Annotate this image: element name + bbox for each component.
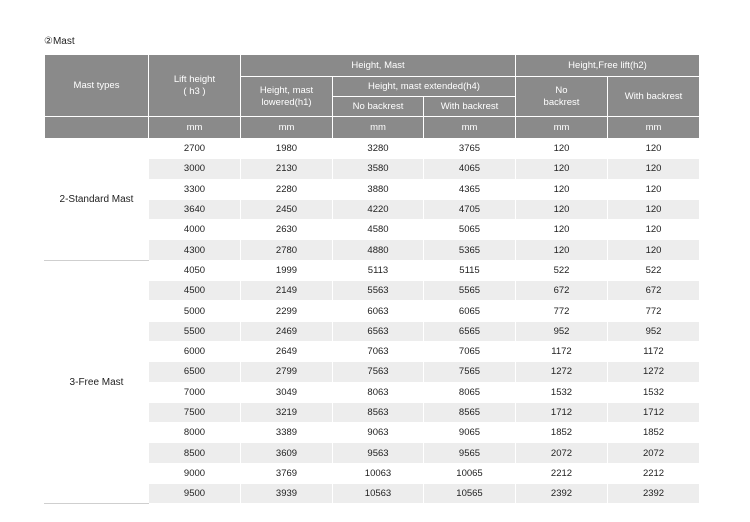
value-cell: 9563 xyxy=(333,443,424,463)
value-cell: 1532 xyxy=(516,382,608,402)
value-cell: 2799 xyxy=(241,362,333,382)
value-cell: 9565 xyxy=(424,443,516,463)
value-cell: 120 xyxy=(608,240,700,260)
table-body xyxy=(45,139,700,504)
value-cell: 1852 xyxy=(516,423,608,443)
value-cell: 9000 xyxy=(149,463,241,483)
value-cell: 8065 xyxy=(424,382,516,402)
mast-type-cell: 3-Free Mast xyxy=(45,260,149,504)
value-cell: 5115 xyxy=(424,260,516,280)
unit-row xyxy=(45,117,700,139)
value-cell: 3640 xyxy=(149,199,241,219)
value-cell: 7500 xyxy=(149,402,241,422)
value-cell: 2392 xyxy=(608,484,700,504)
value-cell: 2212 xyxy=(608,463,700,483)
value-cell: 1852 xyxy=(608,423,700,443)
value-cell: 2780 xyxy=(241,240,333,260)
header-lift-height: Lift height ( h3 ) xyxy=(149,55,241,117)
value-cell: 8563 xyxy=(333,402,424,422)
value-cell: 9500 xyxy=(149,484,241,504)
value-cell: 952 xyxy=(608,321,700,341)
value-cell: 3880 xyxy=(333,179,424,199)
value-cell: 1999 xyxy=(241,260,333,280)
value-cell: 1172 xyxy=(608,341,700,361)
value-cell: 2072 xyxy=(608,443,700,463)
value-cell: 6000 xyxy=(149,341,241,361)
value-cell: 1532 xyxy=(608,382,700,402)
value-cell: 2299 xyxy=(241,301,333,321)
value-cell: 2280 xyxy=(241,179,333,199)
value-cell: 2072 xyxy=(516,443,608,463)
value-cell: 952 xyxy=(516,321,608,341)
value-cell: 4500 xyxy=(149,281,241,301)
value-cell: 3219 xyxy=(241,402,333,422)
value-cell: 3939 xyxy=(241,484,333,504)
value-cell: 120 xyxy=(516,139,608,159)
value-cell: 5000 xyxy=(149,301,241,321)
header-height-extended: Height, mast extended(h4) xyxy=(333,77,516,97)
value-cell: 120 xyxy=(608,220,700,240)
value-cell: 672 xyxy=(608,281,700,301)
value-cell: 5065 xyxy=(424,220,516,240)
value-cell: 2700 xyxy=(149,139,241,159)
value-cell: 4300 xyxy=(149,240,241,260)
value-cell: 2149 xyxy=(241,281,333,301)
value-cell: 4365 xyxy=(424,179,516,199)
header-height-mast: Height, Mast xyxy=(241,55,516,77)
unit-cell: mm xyxy=(333,117,424,139)
value-cell: 672 xyxy=(516,281,608,301)
value-cell: 1272 xyxy=(516,362,608,382)
table-row xyxy=(45,260,700,280)
value-cell: 3769 xyxy=(241,463,333,483)
value-cell: 2630 xyxy=(241,220,333,240)
value-cell: 7565 xyxy=(424,362,516,382)
value-cell: 7000 xyxy=(149,382,241,402)
value-cell: 2469 xyxy=(241,321,333,341)
value-cell: 10063 xyxy=(333,463,424,483)
value-cell: 6565 xyxy=(424,321,516,341)
value-cell: 3609 xyxy=(241,443,333,463)
value-cell: 8000 xyxy=(149,423,241,443)
value-cell: 120 xyxy=(608,139,700,159)
value-cell: 3000 xyxy=(149,159,241,179)
value-cell: 3280 xyxy=(333,139,424,159)
value-cell: 120 xyxy=(608,199,700,219)
unit-cell: mm xyxy=(608,117,700,139)
table-row xyxy=(45,139,700,159)
header-height-lowered: Height, mast lowered(h1) xyxy=(241,77,333,117)
unit-cell: mm xyxy=(149,117,241,139)
unit-cell: mm xyxy=(516,117,608,139)
value-cell: 4050 xyxy=(149,260,241,280)
value-cell: 6063 xyxy=(333,301,424,321)
value-cell: 4580 xyxy=(333,220,424,240)
value-cell: 7563 xyxy=(333,362,424,382)
value-cell: 2392 xyxy=(516,484,608,504)
value-cell: 8565 xyxy=(424,402,516,422)
value-cell: 522 xyxy=(516,260,608,280)
value-cell: 5563 xyxy=(333,281,424,301)
value-cell: 7065 xyxy=(424,341,516,361)
header-free-with-backrest: With backrest xyxy=(608,77,700,117)
value-cell: 3049 xyxy=(241,382,333,402)
value-cell: 5365 xyxy=(424,240,516,260)
value-cell: 1712 xyxy=(516,402,608,422)
header-mast-types: Mast types xyxy=(45,55,149,117)
value-cell: 1172 xyxy=(516,341,608,361)
value-cell: 4880 xyxy=(333,240,424,260)
mast-type-cell: 2-Standard Mast xyxy=(45,139,149,261)
value-cell: 772 xyxy=(608,301,700,321)
value-cell: 2212 xyxy=(516,463,608,483)
value-cell: 4065 xyxy=(424,159,516,179)
header-ext-with-backrest: With backrest xyxy=(424,97,516,117)
mast-spec-table xyxy=(44,54,700,504)
value-cell: 10563 xyxy=(333,484,424,504)
value-cell: 1272 xyxy=(608,362,700,382)
value-cell: 120 xyxy=(516,240,608,260)
value-cell: 772 xyxy=(516,301,608,321)
value-cell: 2130 xyxy=(241,159,333,179)
value-cell: 5113 xyxy=(333,260,424,280)
value-cell: 120 xyxy=(608,179,700,199)
value-cell: 3765 xyxy=(424,139,516,159)
value-cell: 3580 xyxy=(333,159,424,179)
value-cell: 3389 xyxy=(241,423,333,443)
value-cell: 4000 xyxy=(149,220,241,240)
value-cell: 120 xyxy=(608,159,700,179)
value-cell: 8500 xyxy=(149,443,241,463)
value-cell: 120 xyxy=(516,199,608,219)
value-cell: 9065 xyxy=(424,423,516,443)
value-cell: 120 xyxy=(516,159,608,179)
value-cell: 10565 xyxy=(424,484,516,504)
value-cell: 120 xyxy=(516,220,608,240)
header-free-no-backrest: No backrest xyxy=(516,77,608,117)
value-cell: 6500 xyxy=(149,362,241,382)
value-cell: 1980 xyxy=(241,139,333,159)
header-ext-no-backrest: No backrest xyxy=(333,97,424,117)
value-cell: 3300 xyxy=(149,179,241,199)
value-cell: 6065 xyxy=(424,301,516,321)
value-cell: 7063 xyxy=(333,341,424,361)
value-cell: 4705 xyxy=(424,199,516,219)
value-cell: 10065 xyxy=(424,463,516,483)
value-cell: 522 xyxy=(608,260,700,280)
unit-cell: mm xyxy=(424,117,516,139)
unit-cell: mm xyxy=(241,117,333,139)
unit-spacer xyxy=(45,117,149,139)
header-height-free-lift: Height,Free lift(h2) xyxy=(516,55,700,77)
value-cell: 4220 xyxy=(333,199,424,219)
value-cell: 1712 xyxy=(608,402,700,422)
value-cell: 8063 xyxy=(333,382,424,402)
value-cell: 9063 xyxy=(333,423,424,443)
value-cell: 2450 xyxy=(241,199,333,219)
value-cell: 2649 xyxy=(241,341,333,361)
value-cell: 120 xyxy=(516,179,608,199)
value-cell: 5500 xyxy=(149,321,241,341)
section-title: ②Mast xyxy=(44,36,75,47)
value-cell: 5565 xyxy=(424,281,516,301)
value-cell: 6563 xyxy=(333,321,424,341)
